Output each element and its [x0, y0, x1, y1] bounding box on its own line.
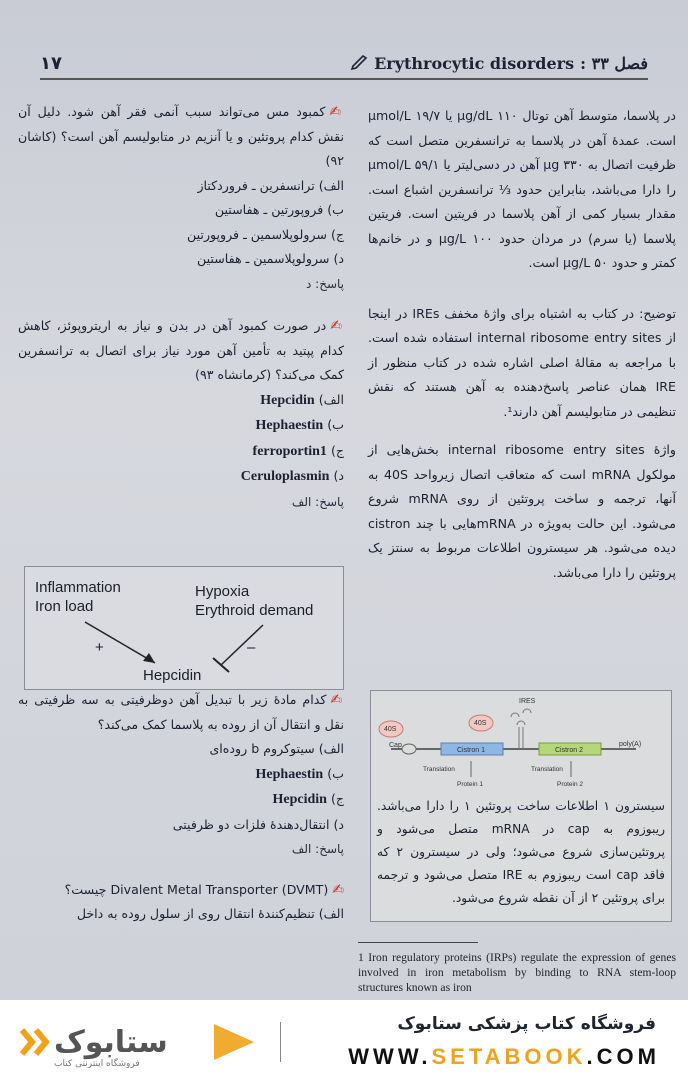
option-term: Hephaestin	[255, 766, 324, 782]
question-3-answer: پاسخ: الف	[291, 842, 344, 856]
ribosome-40s-label-b: 40S	[474, 720, 487, 727]
option-term: Hepcidin	[260, 392, 315, 408]
right-column	[368, 104, 676, 585]
translation-1-label: Translation	[423, 766, 455, 773]
question-1-answer: پاسخ: د	[306, 276, 344, 291]
question-3-option	[18, 787, 344, 813]
hepcidin-label: Hepcidin	[143, 667, 202, 684]
ire-note-paragraph: توضیح: در کتاب به اشتباه برای واژهٔ مخفف IREs در اینجا از internal ribosome entry sites استفاده شده است. با مراجعه به مقالهٔ اصلی اشاره شده در کتاب منظور از IRE همان عناصر پاسخ‌دهنده به آهن هستند که نقش تنظیمی در متابولیسم آهن دارند¹.	[368, 305, 676, 419]
footnote: 1 Iron regulatory proteins (IRPs) regulate the expression of genes involved in iron metabolism by binding to RNA stem-loop structures known as iron	[358, 951, 676, 994]
option-prefix: ج)	[330, 442, 344, 458]
store-footer	[0, 1000, 688, 1079]
cistron-2-label: Cistron 2	[555, 747, 584, 754]
question-2-option	[18, 464, 344, 490]
question-2-stem: در صورت کمبود آهن در بدن و نیاز به اریتروپوئز، کاهش کدام پپتید به تأمین آهن مورد نیاز برای اتصال به ترانسفرین کمک می‌کند؟ (کرمانشاه ۹۳)	[18, 318, 344, 382]
question-1-option: ب) فروپورتین ـ هفاستین	[214, 202, 344, 217]
question-2-option	[18, 388, 344, 414]
setabook-logo[interactable]	[14, 1016, 276, 1068]
pen-icon: ✍	[332, 881, 344, 898]
question-4-option: الف) تنظیم‌کنندهٔ انتقال روی از سلول روده به داخل	[76, 906, 344, 921]
question-3	[18, 688, 344, 737]
cistron-1-label: Cistron 1	[457, 747, 486, 754]
minus-sign: –	[247, 639, 256, 656]
erythroid-demand-label: Erythroid demand	[195, 602, 314, 619]
page-header	[40, 48, 648, 80]
option-prefix: ب)	[327, 417, 344, 432]
question-1-option: ج) سرولوپلاسمین ـ فروپورتین	[187, 226, 344, 242]
question-4-stem: Divalent Metal Transporter (DVMT) چیست؟	[64, 881, 329, 897]
activation-arrow	[85, 622, 155, 663]
question-1-stem: کمبود مس می‌تواند سبب آنمی فقر آهن شود. دلیل آن نقش کدام پروتئین و یا آنزیم در متابولیسم آهن است؟ (کاشان ۹۲)	[18, 104, 344, 168]
url-suffix: .COM	[586, 1044, 660, 1069]
arrow-head-icon	[143, 653, 155, 663]
plasma-iron-paragraph: در پلاسما، متوسط آهن توتال ۱۱۰ μg/dL یا ۱۹/۷ μmol/L است. عمدهٔ آهن در پلاسما به ترانسفرین متصل است که ظرفیت اتصال به ۳۳۰ μg آهن در دسی‌لیتر یا ۵۹/۱ μmol/L را دارا می‌باشد، بنابراین حدود ⅓ ترانسفرین اشباع است. مقدار بسیار کمی از آهن پلاسما در فریتین است. فریتین پلاسما (یا سرم) در مردان حدود ۱۰۰ μg/L و در خانم‌ها کمتر و حدود ۵۰ μg/L است.	[368, 108, 676, 270]
url-prefix: WWW.	[348, 1044, 432, 1069]
question-4	[18, 878, 344, 903]
ribosome-40s-label-a: 40S	[384, 726, 397, 733]
protein-1-label: Protein 1	[457, 781, 484, 788]
option-prefix: د)	[333, 816, 344, 832]
question-3-option	[18, 762, 344, 788]
question-2-option	[18, 413, 344, 439]
question-1	[18, 100, 344, 174]
inhibition-line	[221, 625, 263, 665]
footer-divider	[280, 1022, 281, 1062]
translation-2-label: Translation	[531, 766, 563, 773]
option-prefix: ج)	[330, 791, 344, 806]
store-name: فروشگاه کتاب پزشکی ستابوک	[397, 1014, 656, 1034]
question-3-option	[18, 813, 344, 838]
question-2-option	[18, 439, 344, 465]
iron-load-label: Iron load	[35, 598, 94, 615]
store-url[interactable]	[348, 1044, 660, 1070]
question-3-stem: کدام مادهٔ زیر با تبدیل آهن دوظرفیتی به سه ظرفیتی به نقل و انتقال آن از روده به پلاسما کمک می‌کند؟	[18, 692, 344, 732]
hypoxia-label: Hypoxia	[195, 583, 250, 600]
option-prefix: الف)	[318, 741, 344, 756]
left-column	[18, 100, 344, 927]
hepcidin-regulation-diagram	[24, 566, 344, 690]
chapter-en: Erythrocytic disorders	[374, 53, 575, 73]
ires-label: IRES	[519, 698, 536, 705]
pen-icon: ✍	[329, 104, 344, 120]
protein-2-label: Protein 2	[557, 781, 584, 788]
option-term: Ceruloplasmin	[240, 469, 330, 484]
polya-label: poly(A)	[619, 741, 642, 748]
ires-figure-box	[370, 690, 672, 922]
chapter-title	[350, 54, 648, 73]
footnote-divider	[358, 942, 478, 943]
ires-definition-paragraph: واژهٔ internal ribosome entry sites بخش‌هایی از مولکول mRNA است که متعاقب اتصال زیرواحد 40S به آنها، ترجمه و ساخت پروتئین از روی mRNA شروع می‌شود. این حالت به‌ویژه در mRNAهایی با چند cistron دیده می‌شود. هر سیسترون اطلاعات مربوط به سنتز یک پروتئین را دارا می‌باشد.	[368, 442, 677, 580]
question-2	[18, 314, 344, 388]
pen-icon: ✍	[330, 318, 344, 334]
url-brand: SETABOOK	[431, 1044, 587, 1069]
diagram-arrows	[25, 567, 343, 689]
question-1-option: الف) ترانسفرین ـ فروردکتاز	[197, 177, 344, 193]
ires-diagram	[371, 691, 671, 789]
option-term: سیتوکروم b روده‌ای	[209, 741, 315, 756]
option-term: ferroportin1	[252, 443, 327, 459]
question-1-option: د) سرولوپلاسمین ـ هفاستین	[197, 251, 344, 266]
question-2-answer: پاسخ: الف	[291, 494, 344, 509]
question-3-option	[18, 737, 344, 762]
cap-label: Cap	[389, 742, 402, 749]
logo-subtitle: فروشگاه اینترنتی کتاب	[54, 1059, 140, 1068]
chapter-fa: فصل ۳۳ :	[580, 53, 648, 73]
inflammation-label: Inflammation	[35, 579, 121, 596]
option-prefix: د)	[333, 468, 344, 483]
page-number: ۱۷	[40, 52, 62, 74]
plus-sign: +	[95, 639, 104, 656]
option-term: Hepcidin	[272, 792, 327, 807]
ires-caption: سیسترون ۱ اطلاعات ساخت پروتئین ۱ را دارا می‌باشد. ریبوزوم به cap در mRNA متصل می‌شود و پروتئین‌سازی شروع می‌شود؛ ولی در سیسترون ۲ که فاقد cap است ریبوزوم به IRE متصل می‌شود و ترجمه برای پروتئین ۲ از آن نقطه شروع می‌شود.	[377, 799, 666, 905]
pen-icon	[350, 55, 368, 71]
option-prefix: ب)	[327, 765, 344, 781]
option-term: Hephaestin	[255, 418, 324, 433]
logo-text: ستابوک	[54, 1025, 168, 1060]
option-prefix: الف)	[318, 391, 344, 407]
option-term: انتقال‌دهندهٔ فلزات دو ظرفیتی	[172, 816, 330, 832]
pen-icon: ✍	[330, 692, 344, 708]
